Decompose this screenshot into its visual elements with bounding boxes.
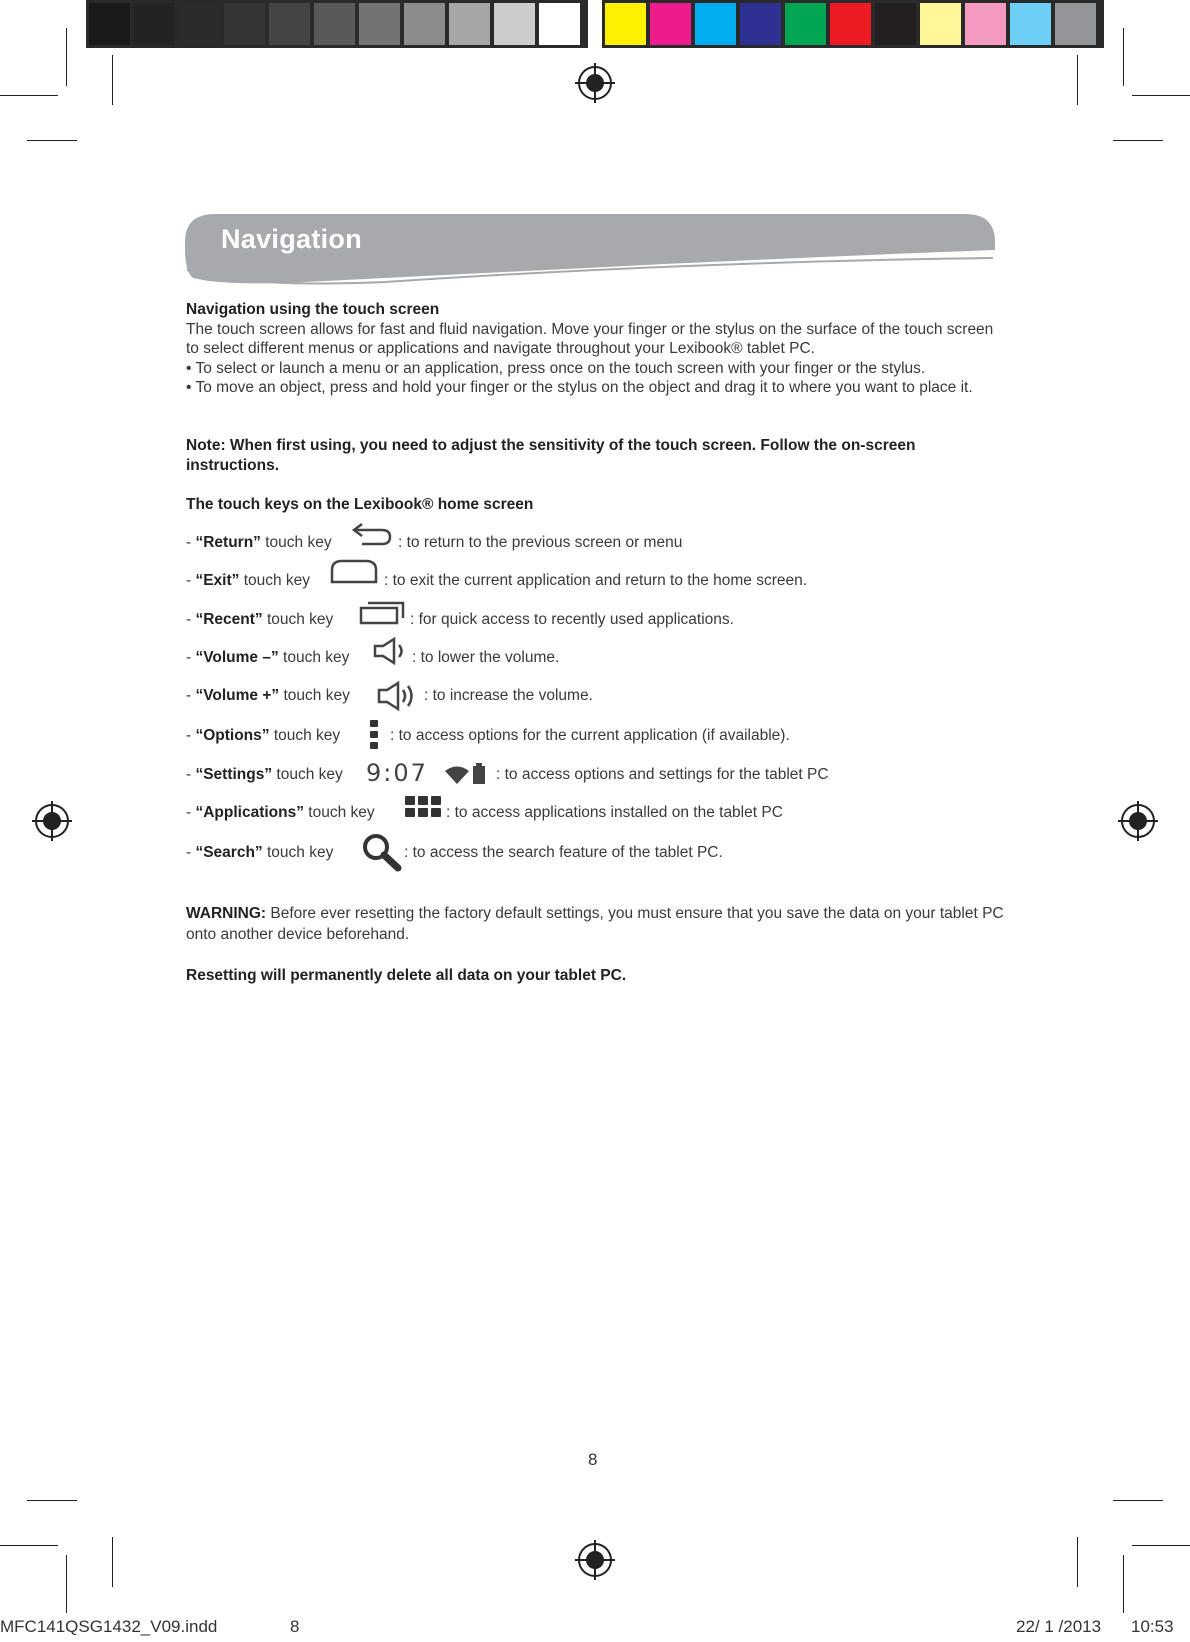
warning-paragraph [186,903,1004,945]
key-row-search: - “Search” touch key [186,844,334,861]
gray-swatch [494,3,535,45]
key-name: “Applications” [195,804,304,821]
intro-paragraph: The touch screen allows for fast and fluid navigation. Move your finger or the stylus on the surface of the touch screen to select different menus or applications and navigate throughout your Lexibook® tablet PC. [186,320,994,357]
registration-mark-right [1118,801,1158,841]
key-name: “Exit” [195,572,240,589]
key-row-settings: - “Settings” touch key [186,766,343,783]
key-desc: : for quick access to recently used applications. [410,611,734,628]
key-name: “Options” [195,727,270,744]
recent-apps-icon [358,598,408,626]
color-swatch [1010,3,1051,45]
color-swatch [695,3,736,45]
key-desc: : to return to the previous screen or menu [398,534,683,551]
return-icon [350,520,394,548]
key-row-volume-down: - “Volume –” touch key [186,649,350,666]
key-desc: : to exit the current application and return to the home screen. [384,572,808,589]
key-row-return: - “Return” touch key [186,534,332,551]
key-desc: : to access options and settings for the tablet PC [496,766,829,783]
section-heading: Navigation using the touch screen [186,301,440,318]
gray-swatch [404,3,445,45]
key-desc: : to increase the volume. [424,687,593,704]
key-name: “Return” [195,534,261,551]
slug-time: 10:53 [1131,1617,1174,1636]
battery-icon [472,763,486,785]
gray-swatch [224,3,265,45]
key-row-recent: - “Recent” touch key [186,611,334,628]
page-title: Navigation [221,224,363,254]
key-name: “Search” [195,844,263,861]
key-name: “Settings” [195,766,273,783]
key-desc: : to access applications installed on the tablet PC [446,804,783,821]
reset-warning: Resetting will permanently delete all data on your tablet PC. [186,967,627,984]
options-icon [366,717,382,753]
slug-page: 8 [290,1617,300,1636]
apps-grid-icon [404,794,444,820]
key-row-exit: - “Exit” touch key [186,572,311,589]
key-desc: : to lower the volume. [412,649,560,666]
color-swatch [1055,3,1096,45]
gray-swatch [269,3,310,45]
registration-mark-top [575,63,615,103]
volume-down-icon [372,636,412,666]
color-swatch [740,3,781,45]
gray-swatch [89,3,130,45]
page-number: 8 [588,1450,598,1469]
color-swatch [920,3,961,45]
status-bar-icon [366,758,496,788]
key-row-applications: - “Applications” touch key [186,804,375,821]
wifi-icon [444,765,470,785]
key-name: “Volume –” [195,649,279,666]
status-clock: 9:07 [366,759,428,787]
key-name: “Volume +” [195,687,280,704]
gray-swatch [359,3,400,45]
gray-swatch [449,3,490,45]
note-paragraph: Note: When first using, you need to adjust the sensitivity of the touch screen. Follow the on-screen instructions. [186,437,916,474]
registration-mark-left [32,801,72,841]
bullet-select: • To select or launch a menu or an application, press once on the touch screen with your finger or the stylus. [186,359,926,377]
color-bar-gap [588,0,602,48]
gray-swatch [539,3,580,45]
search-icon [360,832,404,872]
slug-date: 22/ 1 /2013 [1016,1617,1102,1636]
warning-label: WARNING: [186,905,267,922]
home-icon [328,558,380,586]
color-swatch [830,3,871,45]
color-swatch [785,3,826,45]
gray-swatch [134,3,175,45]
key-desc: : to access the search feature of the tablet PC. [404,844,723,861]
key-row-volume-up: - “Volume +” touch key [186,687,350,704]
key-desc: : to access options for the current application (if available). [390,727,790,744]
section-touch-screen [186,300,1004,398]
gray-swatch [179,3,220,45]
gray-swatch [314,3,355,45]
key-row-options: - “Options” touch key [186,727,341,744]
bullet-move: • To move an object, press and hold your finger or the stylus on the object and drag it to where you want to place it. [186,379,973,396]
color-swatch [965,3,1006,45]
warning-text: Before ever resetting the factory default settings, you must ensure that you save the data on your tablet PC onto another device beforehand. [186,905,1004,943]
color-swatch [605,3,646,45]
registration-mark-bottom [575,1540,615,1580]
key-name: “Recent” [195,611,263,628]
slug-filename: MFC141QSG1432_V09.indd [0,1617,218,1636]
volume-up-icon [376,679,422,713]
touch-keys-heading: The touch keys on the Lexibook® home screen [186,496,534,513]
color-swatch [875,3,916,45]
color-swatch [650,3,691,45]
